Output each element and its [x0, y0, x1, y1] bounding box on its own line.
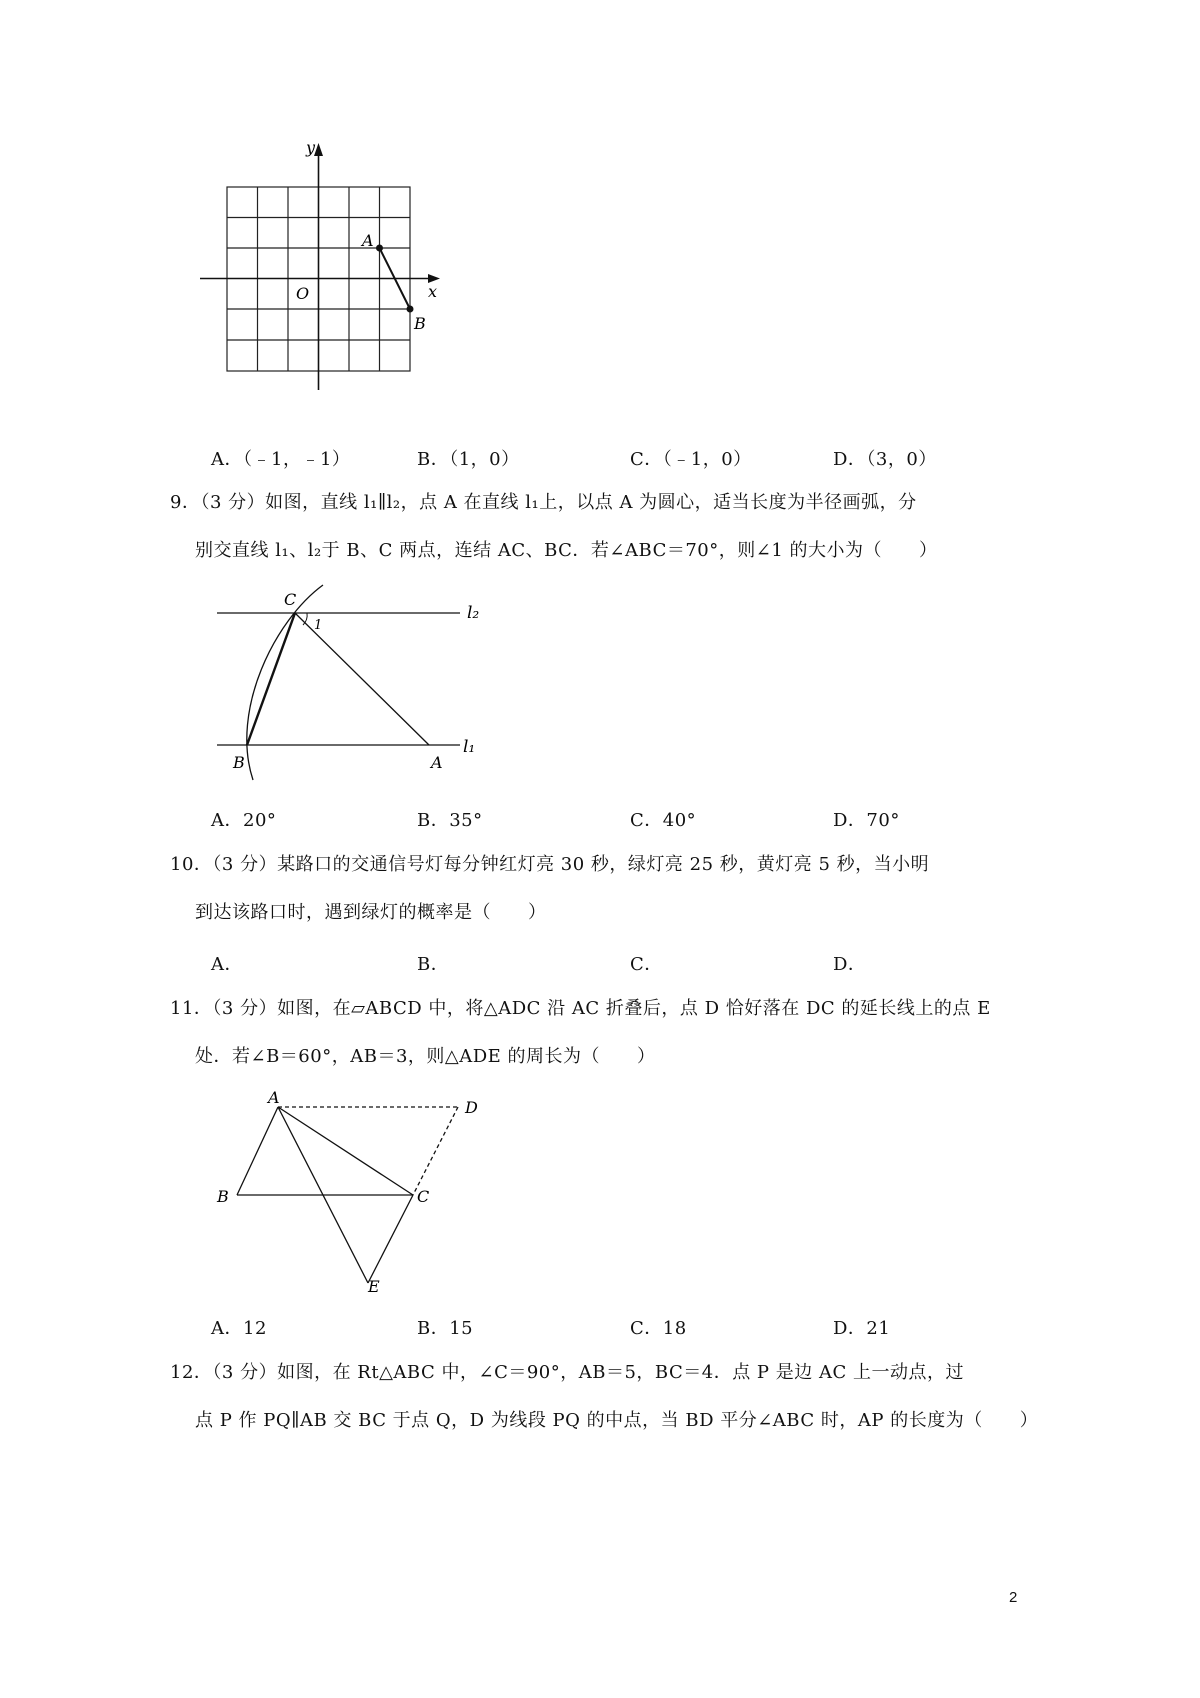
point-b-label: B — [233, 753, 245, 772]
q9-stem-line-2: 别交直线 l₁、l₂于 B、C 两点，连结 AC、BC．若∠ABC＝70°，则∠1 的大小为（ ） — [195, 540, 938, 561]
q11-parallelogram-figure — [205, 1085, 505, 1295]
q8-option-d: D．（3，0） — [833, 449, 937, 470]
q10-option-d: D． — [833, 954, 867, 975]
segment-ac — [278, 1107, 413, 1195]
q10-option-b: B． — [417, 954, 450, 975]
angle-1-label: 1 — [314, 618, 323, 633]
q10-options — [211, 950, 991, 974]
q9-stem-line-1: 9．（3 分）如图，直线 l₁∥l₂，点 A 在直线 l₁上，以点 A 为圆心，适当长度为半径画弧，分 — [170, 492, 917, 513]
q9-option-c: C．40° — [630, 810, 697, 831]
origin-label: O — [296, 284, 310, 303]
point-a-label: A — [362, 231, 374, 250]
point-b-label: B — [217, 1187, 229, 1206]
q11-options — [211, 1314, 991, 1338]
point-a-label: A — [431, 753, 443, 772]
q8-option-c: C．（﹣1，0） — [630, 449, 752, 470]
line-l1-label: l₁ — [463, 737, 476, 757]
q11-option-d: D．21 — [833, 1318, 891, 1339]
q11-stem-line-2: 处．若∠B＝60°，AB＝3，则△ADE 的周长为（ ） — [195, 1046, 656, 1067]
angle-1-arc — [303, 613, 307, 625]
q10-option-a: A． — [211, 954, 243, 975]
line-l2-label: l₂ — [467, 603, 480, 623]
q11-option-a: A．12 — [211, 1318, 267, 1339]
point-d-label: D — [465, 1098, 478, 1117]
point-a-dot — [376, 245, 383, 252]
q8-option-a: A．（﹣1，﹣1） — [211, 449, 351, 470]
segment-bc — [247, 613, 295, 745]
point-e-label: E — [368, 1277, 380, 1295]
y-axis-arrow-icon — [314, 143, 323, 156]
q11-option-b: B．15 — [417, 1318, 474, 1339]
q10-option-c: C． — [630, 954, 663, 975]
q9-options — [211, 806, 991, 830]
x-axis-label: x — [428, 282, 438, 301]
segment-dc — [413, 1107, 458, 1195]
point-c-label: C — [284, 590, 297, 609]
q8-options — [211, 445, 991, 469]
segment-ce — [368, 1195, 413, 1283]
q12-stem-line-2: 点 P 作 PQ∥AB 交 BC 于点 Q，D 为线段 PQ 的中点，当 BD 平分∠ABC 时，AP 的长度为（ ） — [195, 1410, 1039, 1431]
point-a-label: A — [268, 1088, 280, 1107]
y-axis-label: y — [306, 138, 316, 157]
q10-stem-line-1: 10．（3 分）某路口的交通信号灯每分钟红灯亮 30 秒，绿灯亮 25 秒，黄灯亮 5 秒，当小明 — [170, 854, 930, 875]
q9-option-b: B．35° — [417, 810, 483, 831]
page-number: 2 — [1009, 1589, 1018, 1606]
q11-option-c: C．18 — [630, 1318, 687, 1339]
q9-parallel-lines-figure — [205, 580, 495, 790]
q8-coordinate-grid-figure — [190, 135, 460, 405]
q8-option-b: B．（1，0） — [417, 449, 520, 470]
point-b-label: B — [414, 314, 426, 333]
point-c-label: C — [417, 1187, 430, 1206]
q9-option-d: D．70° — [833, 810, 900, 831]
segment-ab — [237, 1107, 278, 1195]
point-b-dot — [407, 306, 414, 313]
q11-stem-line-1: 11．（3 分）如图，在▱ABCD 中，将△ADC 沿 AC 折叠后，点 D 恰好落在 DC 的延长线上的点 E — [170, 998, 991, 1019]
compass-arc — [247, 585, 323, 780]
q12-stem-line-1: 12．（3 分）如图，在 Rt△ABC 中，∠C＝90°，AB＝5，BC＝4．点 P 是边 AC 上一动点，过 — [170, 1362, 964, 1383]
q9-option-a: A．20° — [211, 810, 277, 831]
q10-stem-line-2: 到达该路口时，遇到绿灯的概率是（ ） — [195, 902, 547, 923]
